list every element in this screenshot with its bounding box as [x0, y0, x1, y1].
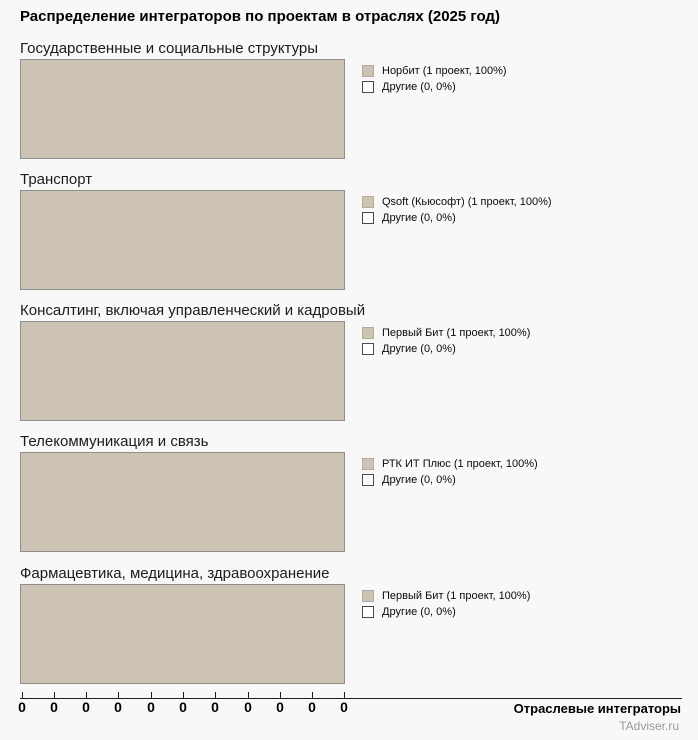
tick-label: 0: [147, 699, 155, 715]
x-axis-tick: [42, 692, 66, 717]
legend-item: [362, 81, 507, 93]
x-axis-tick: [300, 692, 324, 717]
tick-mark: [22, 692, 23, 699]
industry-bar: [20, 321, 345, 421]
legend-swatch-empty: [362, 212, 374, 224]
x-axis-title: Отраслевые интеграторы: [513, 701, 681, 716]
industry-title: Транспорт: [20, 171, 93, 188]
legend-label: Другие (0, 0%): [382, 474, 456, 486]
page-title: Распределение интеграторов по проектам в отраслях (2025 год): [20, 8, 500, 25]
legend: [362, 196, 552, 228]
legend-swatch-empty: [362, 81, 374, 93]
industry-title: Государственные и социальные структуры: [20, 40, 319, 57]
tick-label: 0: [179, 699, 187, 715]
tick-label: 0: [82, 699, 90, 715]
legend-label: Другие (0, 0%): [382, 81, 456, 93]
tick-mark: [151, 692, 152, 699]
industry-title: Телекоммуникация и связь: [20, 433, 209, 450]
tick-label: 0: [50, 699, 58, 715]
tick-mark: [215, 692, 216, 699]
industry-chart-section: [20, 171, 682, 290]
x-axis-tick: [74, 692, 98, 717]
legend: [362, 327, 530, 359]
x-axis-tick: [106, 692, 130, 717]
legend-label: Первый Бит (1 проект, 100%): [382, 590, 531, 602]
legend-label: РТК ИТ Плюс (1 проект, 100%): [382, 458, 538, 470]
legend: [362, 458, 538, 490]
legend: [362, 590, 530, 622]
legend-swatch-filled: [362, 196, 374, 208]
tick-mark: [280, 692, 281, 699]
legend-label: Другие (0, 0%): [382, 212, 456, 224]
tadviser-watermark: TAdviser.ru: [619, 719, 679, 733]
legend-item: [362, 343, 530, 355]
tick-mark: [183, 692, 184, 699]
x-axis-tick: [268, 692, 292, 717]
legend-swatch-empty: [362, 474, 374, 486]
legend-swatch-filled: [362, 590, 374, 602]
legend-item: [362, 65, 507, 77]
tick-label: 0: [244, 699, 252, 715]
legend-label: Qsoft (Кьюсофт) (1 проект, 100%): [382, 196, 552, 208]
tick-label: 0: [276, 699, 284, 715]
industry-chart-section: [20, 302, 682, 421]
tick-label: 0: [18, 699, 26, 715]
industry-chart-section: [20, 433, 682, 552]
x-axis-tick: [203, 692, 227, 717]
legend-label: Норбит (1 проект, 100%): [382, 65, 507, 77]
legend: [362, 65, 507, 97]
legend-item: [362, 474, 538, 486]
industry-chart-section: [20, 40, 682, 159]
legend-swatch-empty: [362, 606, 374, 618]
x-axis-tick: [236, 692, 260, 717]
tick-mark: [86, 692, 87, 699]
industry-bar: [20, 452, 345, 552]
legend-swatch-filled: [362, 327, 374, 339]
tick-label: 0: [308, 699, 316, 715]
tick-mark: [312, 692, 313, 699]
tick-label: 0: [114, 699, 122, 715]
legend-item: [362, 327, 530, 339]
industry-bar: [20, 190, 345, 290]
legend-item: [362, 590, 530, 602]
x-axis-tick: [332, 692, 356, 717]
legend-item: [362, 212, 552, 224]
legend-item: [362, 196, 552, 208]
industry-title: Фармацевтика, медицина, здравоохранение: [20, 565, 330, 582]
legend-swatch-filled: [362, 458, 374, 470]
industry-title: Консалтинг, включая управленческий и кадровый: [20, 302, 366, 319]
tick-label: 0: [340, 699, 348, 715]
tick-mark: [248, 692, 249, 699]
x-axis-tick: [10, 692, 34, 717]
x-axis-tick: [171, 692, 195, 717]
industry-chart-section: [20, 565, 682, 684]
industry-bar: [20, 584, 345, 684]
tick-label: 0: [211, 699, 219, 715]
legend-label: Первый Бит (1 проект, 100%): [382, 327, 531, 339]
legend-item: [362, 606, 530, 618]
legend-item: [362, 458, 538, 470]
legend-swatch-filled: [362, 65, 374, 77]
legend-label: Другие (0, 0%): [382, 343, 456, 355]
tick-mark: [344, 692, 345, 699]
tick-mark: [118, 692, 119, 699]
legend-swatch-empty: [362, 343, 374, 355]
x-axis-tick: [139, 692, 163, 717]
tick-mark: [54, 692, 55, 699]
legend-label: Другие (0, 0%): [382, 606, 456, 618]
industry-bar: [20, 59, 345, 159]
